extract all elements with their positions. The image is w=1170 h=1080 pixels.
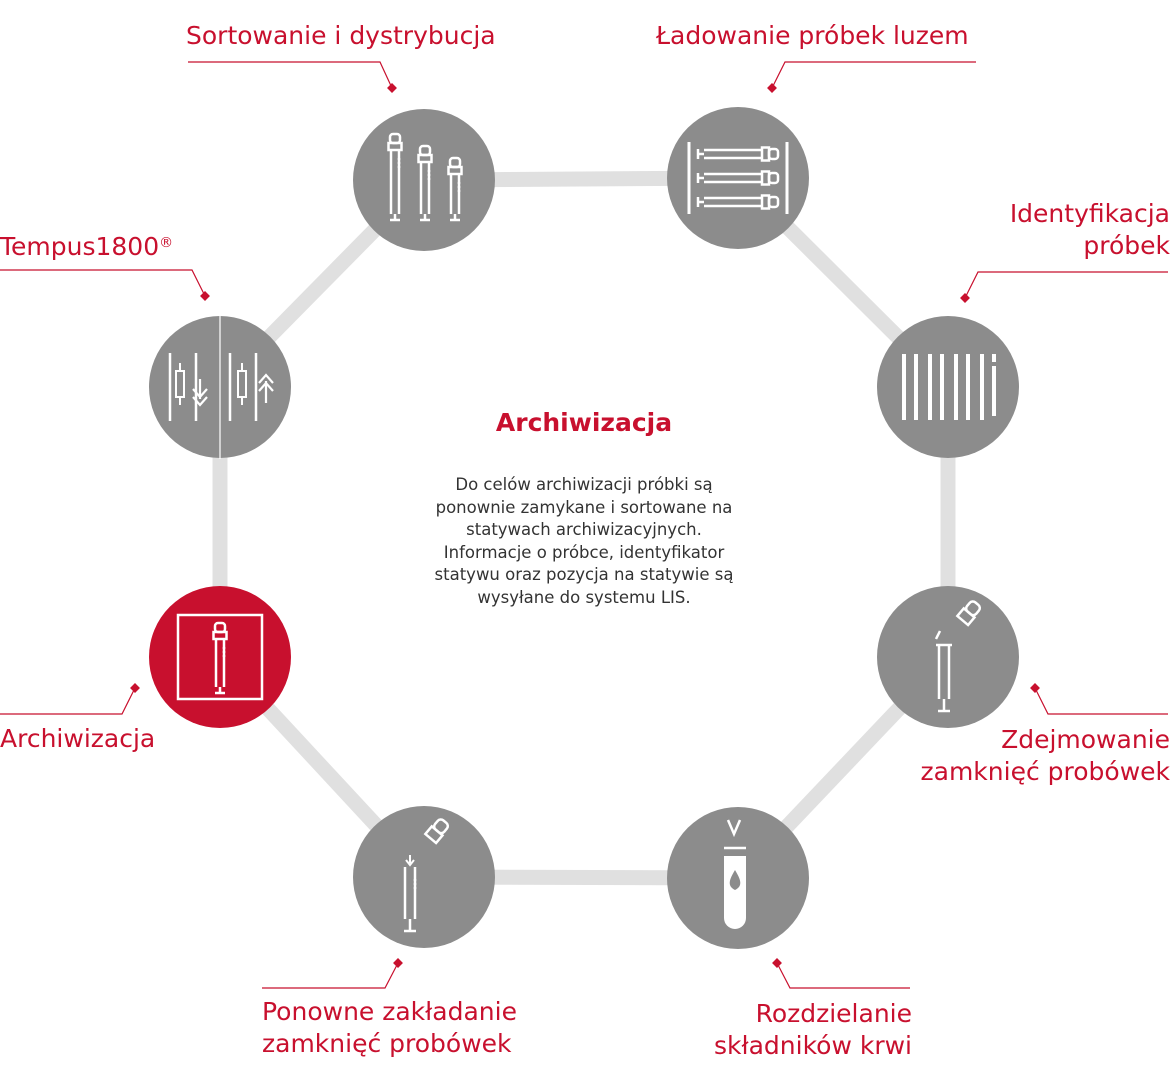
step-node-circle <box>353 109 495 251</box>
leader-line <box>0 270 205 296</box>
step-node-circle <box>877 316 1019 458</box>
step-node-sorting[interactable] <box>353 109 495 251</box>
leader-marker <box>767 83 777 93</box>
leader-marker <box>200 291 210 301</box>
leader-marker <box>772 958 782 968</box>
leader-line <box>262 963 398 988</box>
step-node-recapping[interactable] <box>353 806 495 948</box>
leader-line <box>0 688 135 714</box>
step-label-recapping[interactable]: Ponowne zakładanie zamknięć probówek <box>262 997 517 1058</box>
center-description: Do celów archiwizacji próbki są ponownie zamykane i sortowane na statywach archiwizacyjnych. Informacje o próbce, identyfikator statywu oraz pozycja na statywie są wysyłane do systemu LIS. <box>434 475 734 607</box>
step-node-archiving[interactable] <box>149 586 291 728</box>
leader-line <box>188 62 392 88</box>
step-node-circle <box>149 586 291 728</box>
step-node-tempus[interactable] <box>149 315 291 459</box>
step-label-archiving[interactable]: Archiwizacja <box>0 724 156 753</box>
step-label-separation[interactable]: Rozdzielanie składników krwi <box>713 999 912 1060</box>
leader-marker <box>960 293 970 303</box>
registered-mark: ® <box>159 235 174 251</box>
step-node-circle <box>353 806 495 948</box>
leader-line <box>777 963 910 988</box>
leader-line <box>965 272 1168 298</box>
step-label-sorting[interactable]: Sortowanie i dystrybucja <box>186 21 496 50</box>
leader-marker <box>1030 683 1040 693</box>
tempus-label-text: Tempus1800 <box>0 232 160 261</box>
step-node-identification[interactable] <box>877 316 1019 458</box>
leader-line <box>1035 688 1168 714</box>
center-title: Archiwizacja <box>495 408 673 437</box>
leader-marker <box>130 683 140 693</box>
step-node-bulk-loading[interactable] <box>667 107 809 249</box>
step-label-decapping[interactable]: Zdejmowanie zamknięć probówek <box>920 725 1170 786</box>
leader-marker <box>393 958 403 968</box>
step-node-decapping[interactable] <box>877 586 1019 728</box>
leader-line <box>772 62 976 88</box>
step-label-tempus[interactable] <box>0 231 173 263</box>
step-node-separation[interactable] <box>667 807 809 949</box>
leader-marker <box>387 83 397 93</box>
step-label-identification[interactable]: Identyfikacja próbek <box>1009 199 1170 260</box>
step-label-bulk-loading[interactable]: Ładowanie próbek luzem <box>656 21 969 50</box>
